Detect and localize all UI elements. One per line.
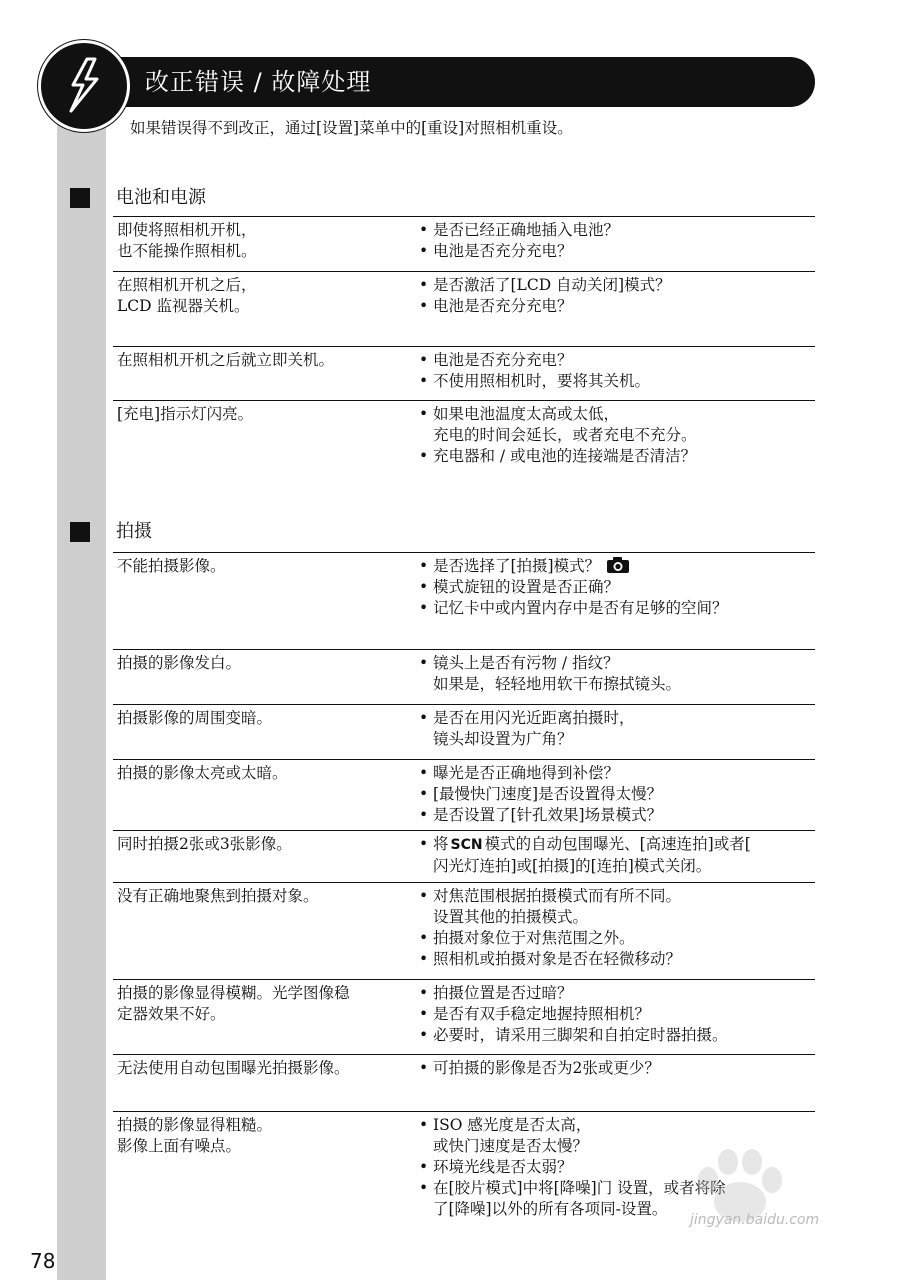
solution-list [418,1058,813,1079]
solution-list [418,275,813,317]
solution-list [418,834,813,877]
table-row [113,649,815,704]
table-row [113,979,815,1054]
problem-text: 没有正确地聚焦到拍摄对象。 [117,887,319,905]
side-bar [57,118,106,1280]
problem-text: 不能拍摄影像。 [117,557,226,575]
solution-item: • 是否已经正确地插入电池？ [418,220,813,241]
watermark-text: jingyan.baidu.com [690,1212,820,1228]
solution-item: • 记忆卡中或内置内存中是否有足够的空间？ [418,598,813,619]
solution-item: • 是否在用闪光近距离拍摄时， 镜头却设置为广角？ [418,708,813,750]
solution-item: • 不使用照相机时，要将其关机。 [418,371,813,392]
table-row [113,271,815,346]
table-row [113,346,815,400]
solution-list [418,220,813,262]
problem-text: 在照相机开机之后就立即关机。 [117,351,335,369]
problem-text: 拍摄的影像太亮或太暗。 [117,764,288,782]
battery-table [113,216,815,481]
solution-item: • 电池是否充分充电？ [418,296,813,317]
problem-text: 拍摄的影像显得模糊。光学图像稳 定器效果不好。 [117,984,350,1023]
solution-list [418,763,813,826]
solution-item: • 对焦范围根据拍摄模式而有所不同。 设置其他的拍摄模式。 [418,886,813,928]
solution-item: • 模式旋钮的设置是否正确？ [418,577,813,598]
lightning-icon [63,57,103,113]
warning-badge [38,40,130,132]
solution-item: • 是否设置了[针孔效果]场景模式？ [418,805,813,826]
problem-text: 拍摄的影像发白。 [117,654,242,672]
solution-item [418,834,813,877]
solution-item: • 曝光是否正确地得到补偿？ [418,763,813,784]
solution-list [418,350,813,392]
page-title: 改正错误 / 故障处理 [145,68,372,96]
solution-list [418,708,813,750]
solution-item: • 照相机或拍摄对象是否在轻微移动？ [418,949,813,970]
solution-item: • [最慢快门速度]是否设置得太慢？ [418,784,813,805]
solution-item: • 是否激活了[LCD 自动关闭]模式？ [418,275,813,296]
intro-text: 如果错误得不到改正，通过[设置]菜单中的[重设]对照相机重设。 [130,119,573,137]
solution-item: • 环境光线是否太弱？ [418,1157,813,1178]
problem-text: 无法使用自动包围曝光拍摄影像。 [117,1059,350,1077]
problem-text: 即使将照相机开机， 也不能操作照相机。 [117,221,257,260]
solution-item: • 电池是否充分充电？ [418,241,813,262]
shooting-table [113,552,815,1237]
table-row [113,552,815,649]
solution-item: • 可拍摄的影像是否为2张或更少？ [418,1058,813,1079]
solution-text: 是否选择了[拍摄]模式？ [433,557,601,575]
table-row [113,1054,815,1111]
solution-item: • ISO 感光度是否太高， 或快门速度是否太慢？ [418,1115,813,1157]
problem-text: 同时拍摄2张或3张影像。 [117,835,292,853]
problem-text: 在照相机开机之后， LCD 监视器关机。 [117,276,257,315]
table-row [113,830,815,882]
table-row [113,216,815,271]
scn-prefix: 将 [433,835,449,853]
solution-item: • 镜头上是否有污物 / 指纹？ 如果是，轻轻地用软干布擦拭镜头。 [418,653,813,695]
solution-item: • 电池是否充分充电？ [418,350,813,371]
camera-icon [606,556,630,574]
section-title: 电池和电源 [116,187,206,208]
solution-list [418,404,813,467]
solution-list [418,653,813,695]
problem-text: 拍摄影像的周围变暗。 [117,709,273,727]
solution-item: • 必要时，请采用三脚架和自拍定时器拍摄。 [418,1025,813,1046]
solution-item: • 拍摄位置是否过暗？ [418,983,813,1004]
section-marker-icon [70,188,90,208]
solution-list [418,983,813,1046]
problem-text: [充电]指示灯闪亮。 [117,405,254,423]
scn-mode-icon: SCN [450,837,483,853]
solution-item: • 拍摄对象位于对焦范围之外。 [418,928,813,949]
problem-text: 拍摄的影像显得粗糙。 影像上面有噪点。 [117,1116,273,1155]
solution-item: • 在[胶片模式]中将[降噪]门 设置，或者将除 了[降噪]以外的所有各项同-设置。 [418,1178,813,1220]
section-title: 拍摄 [116,521,152,542]
solution-item: • 充电器和 / 或电池的连接端是否清洁？ [418,446,813,467]
page-number: 78 [30,1249,56,1273]
solution-item: • 如果电池温度太高或太低， 充电的时间会延长，或者充电不充分。 [418,404,813,446]
section-marker-icon [70,522,90,542]
solution-item [418,556,813,577]
table-row [113,704,815,759]
table-row [113,400,815,481]
table-row [113,759,815,830]
table-row [113,882,815,979]
solution-list [418,886,813,970]
solution-list [418,556,813,619]
solution-item: • 是否有双手稳定地握持照相机？ [418,1004,813,1025]
solution-text: 模式的自动包围曝光、[高速连拍]或者[ 闪光灯连拍]或[拍摄]的[连拍]模式关闭。 [433,835,751,875]
